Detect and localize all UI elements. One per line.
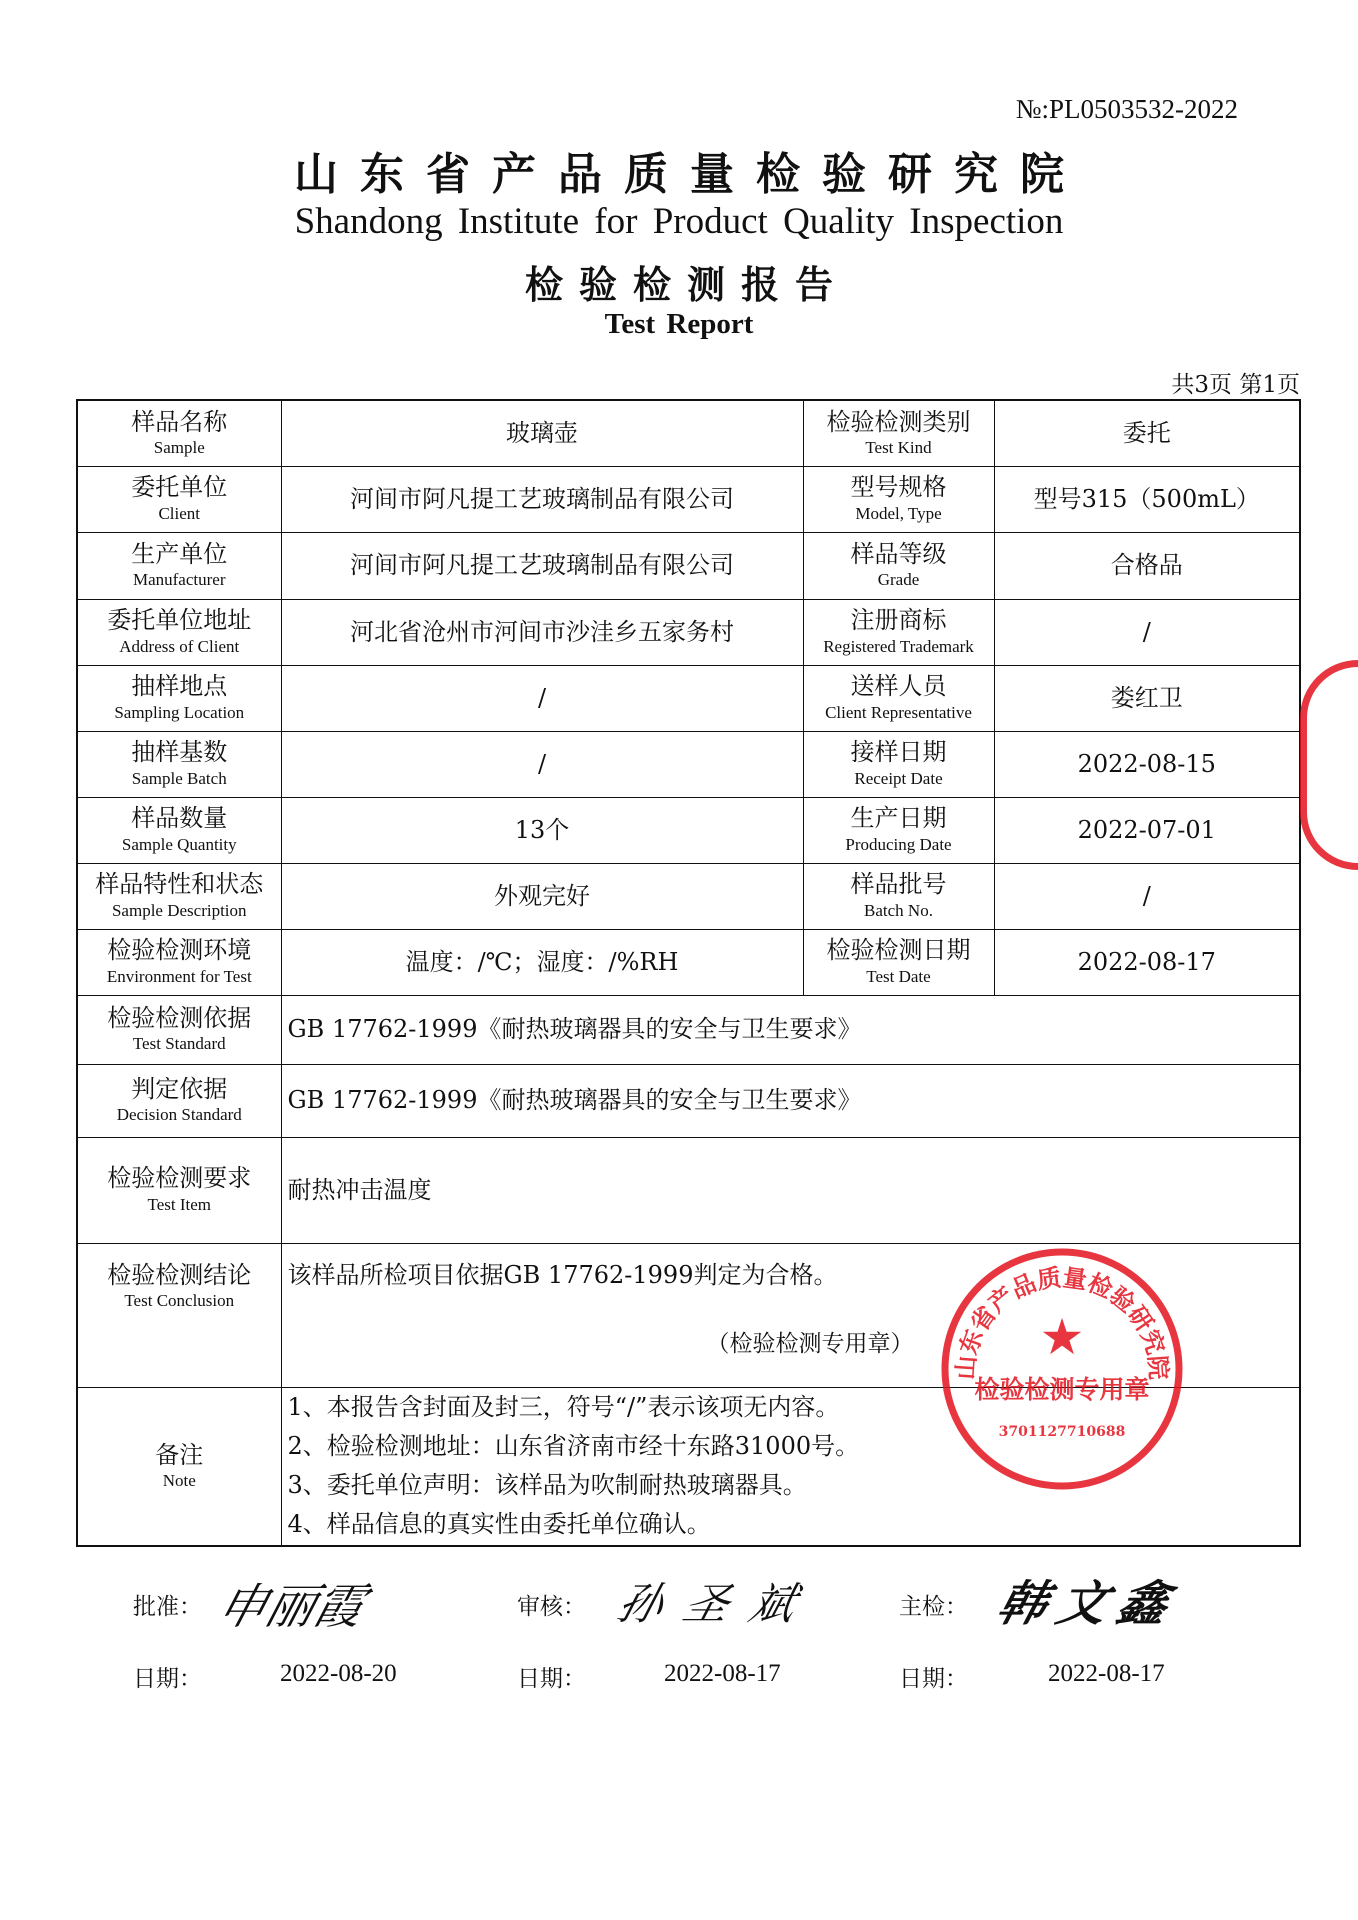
value: 温度：/℃；湿度：/%RH — [281, 929, 803, 995]
label-en: Test Standard — [132, 1034, 226, 1054]
label-en: Client — [158, 503, 201, 523]
label: 检验检测要求 — [107, 1164, 252, 1193]
label: 检验检测日期 — [826, 936, 971, 965]
label-en: Environment for Test — [106, 966, 252, 986]
label: 样品批号 — [850, 870, 947, 899]
approve-label: 批准： — [133, 1594, 202, 1620]
value: 该样品所检项目依据GB 17762-1999判定为合格。 — [287, 1260, 838, 1289]
value: 河间市阿凡提工艺玻璃制品有限公司 — [281, 532, 803, 599]
value: 2022-08-17 — [994, 929, 1300, 995]
seal-code: 370112771068​8 — [998, 1424, 1126, 1440]
approve-signature: 申丽霞 — [211, 1579, 371, 1635]
value: 外观完好 — [281, 863, 803, 929]
label: 备注 — [155, 1440, 204, 1469]
label: 检验检测依据 — [107, 1003, 252, 1032]
label-en: Decision Standard — [116, 1105, 242, 1125]
info-row — [77, 863, 1300, 929]
label: 抽样基数 — [131, 738, 228, 767]
label: 判定依据 — [131, 1074, 228, 1103]
label-en: Model, Type — [855, 503, 942, 523]
test-standard-row — [77, 995, 1300, 1064]
label: 检验检测类别 — [826, 407, 971, 436]
value: 玻璃壶 — [281, 400, 803, 466]
note-item: 2、检验检测地址：山东省济南市经十东路31000号。 — [287, 1432, 860, 1461]
label-en: Producing Date — [845, 834, 952, 854]
label: 委托单位 — [131, 473, 228, 502]
inspect-date-label: 日期： — [899, 1666, 968, 1692]
seal-ring-text: 山东省产品质量检验研究院 — [951, 1263, 1173, 1381]
label: 样品特性和状态 — [95, 870, 264, 899]
value: / — [994, 863, 1300, 929]
value: 耐热冲击温度 — [281, 1137, 1300, 1243]
label-en: Batch No. — [864, 900, 933, 920]
inspect-signature: 韩文鑫 — [991, 1576, 1187, 1632]
value: 娄红卫 — [994, 665, 1300, 731]
label: 样品数量 — [131, 804, 228, 833]
stamp-caption: （检验检测专用章） — [706, 1330, 914, 1357]
label: 样品名称 — [131, 407, 228, 436]
value: / — [281, 665, 803, 731]
label-en: Sample Batch — [131, 768, 227, 788]
label-en: Sample — [153, 438, 205, 458]
label: 接样日期 — [850, 738, 947, 767]
label: 生产单位 — [131, 539, 228, 568]
approve-date-label: 日期： — [133, 1666, 202, 1692]
page-info: 共3页 第1页 — [1171, 372, 1300, 398]
label: 抽样地点 — [131, 672, 228, 701]
value: GB 17762-1999《耐热玻璃器具的安全与卫生要求》 — [281, 1064, 1300, 1137]
inspect-label: 主检： — [899, 1594, 968, 1620]
label-en: Test Kind — [865, 438, 932, 458]
info-row — [77, 466, 1300, 532]
review-date: 2022-08-17 — [664, 1660, 781, 1687]
label-en: Client Representative — [825, 702, 972, 722]
label: 检验检测结论 — [107, 1260, 252, 1289]
review-date-label: 日期： — [517, 1666, 586, 1692]
institute-name-cn: 山东省产品质量检验研究院 — [294, 149, 1086, 200]
label-en: Receipt Date — [854, 768, 943, 788]
label: 注册商标 — [850, 606, 947, 635]
label: 样品等级 — [850, 539, 947, 568]
label-en: Sample Quantity — [121, 834, 237, 854]
label-en: Sample Description — [111, 900, 247, 920]
test-item-row — [77, 1137, 1300, 1243]
value: GB 17762-1999《耐热玻璃器具的安全与卫生要求》 — [281, 995, 1300, 1064]
value: 河间市阿凡提工艺玻璃制品有限公司 — [281, 466, 803, 532]
label-en: Registered Trademark — [823, 636, 974, 656]
info-row — [77, 400, 1300, 466]
decision-standard-row — [77, 1064, 1300, 1137]
label: 委托单位地址 — [107, 606, 252, 635]
seal-center-text: 检验检测专用章 — [974, 1375, 1150, 1404]
label-en: Test Conclusion — [124, 1290, 235, 1310]
label: 生产日期 — [850, 804, 947, 833]
value: 2022-08-15 — [994, 731, 1300, 797]
note-item: 3、委托单位声明：该样品为吹制耐热玻璃器具。 — [287, 1471, 807, 1500]
label-en: Address of Client — [119, 636, 240, 656]
info-row — [77, 929, 1300, 995]
value: 委托 — [994, 400, 1300, 466]
report-title-en: Test Report — [604, 308, 754, 340]
note-item: 1、本报告含封面及封三，符号“/”表示该项无内容。 — [287, 1393, 840, 1422]
value: 合格品 — [994, 532, 1300, 599]
value: 河北省沧州市河间市沙洼乡五家务村 — [281, 599, 803, 665]
info-row — [77, 599, 1300, 665]
label-en: Test Item — [147, 1194, 211, 1214]
value: 2022-07-01 — [994, 797, 1300, 863]
official-seal — [940, 1247, 1184, 1491]
review-signature: 孙圣斌 — [611, 1579, 824, 1630]
label-en: Note — [162, 1471, 196, 1491]
review-label: 审核： — [517, 1594, 586, 1620]
label: 型号规格 — [850, 473, 947, 502]
info-row — [77, 665, 1300, 731]
label-en: Test Date — [866, 966, 931, 986]
info-row — [77, 797, 1300, 863]
label: 检验检测环境 — [107, 936, 252, 965]
label-en: Sampling Location — [114, 702, 245, 722]
label: 送样人员 — [850, 672, 947, 701]
value: / — [281, 731, 803, 797]
report-number: №:PL0503532-2022 — [1015, 94, 1238, 124]
note-item: 4、样品信息的真实性由委托单位确认。 — [287, 1510, 711, 1539]
institute-name-en: Shandong Institute for Product Quality Inspection — [294, 201, 1064, 242]
approve-date: 2022-08-20 — [280, 1660, 397, 1687]
report-title-cn: 检验检测报告 — [524, 263, 849, 307]
info-row — [77, 731, 1300, 797]
value: 13个 — [281, 797, 803, 863]
info-row — [77, 532, 1300, 599]
partial-seal — [1300, 660, 1358, 870]
label-en: Grade — [877, 570, 920, 590]
seal-ring — [940, 1247, 1184, 1491]
star-icon: ★ — [1039, 1308, 1085, 1366]
value: / — [994, 599, 1300, 665]
inspect-date: 2022-08-17 — [1048, 1660, 1165, 1687]
value: 型号315（500mL） — [994, 466, 1300, 532]
label-en: Manufacturer — [132, 570, 226, 590]
